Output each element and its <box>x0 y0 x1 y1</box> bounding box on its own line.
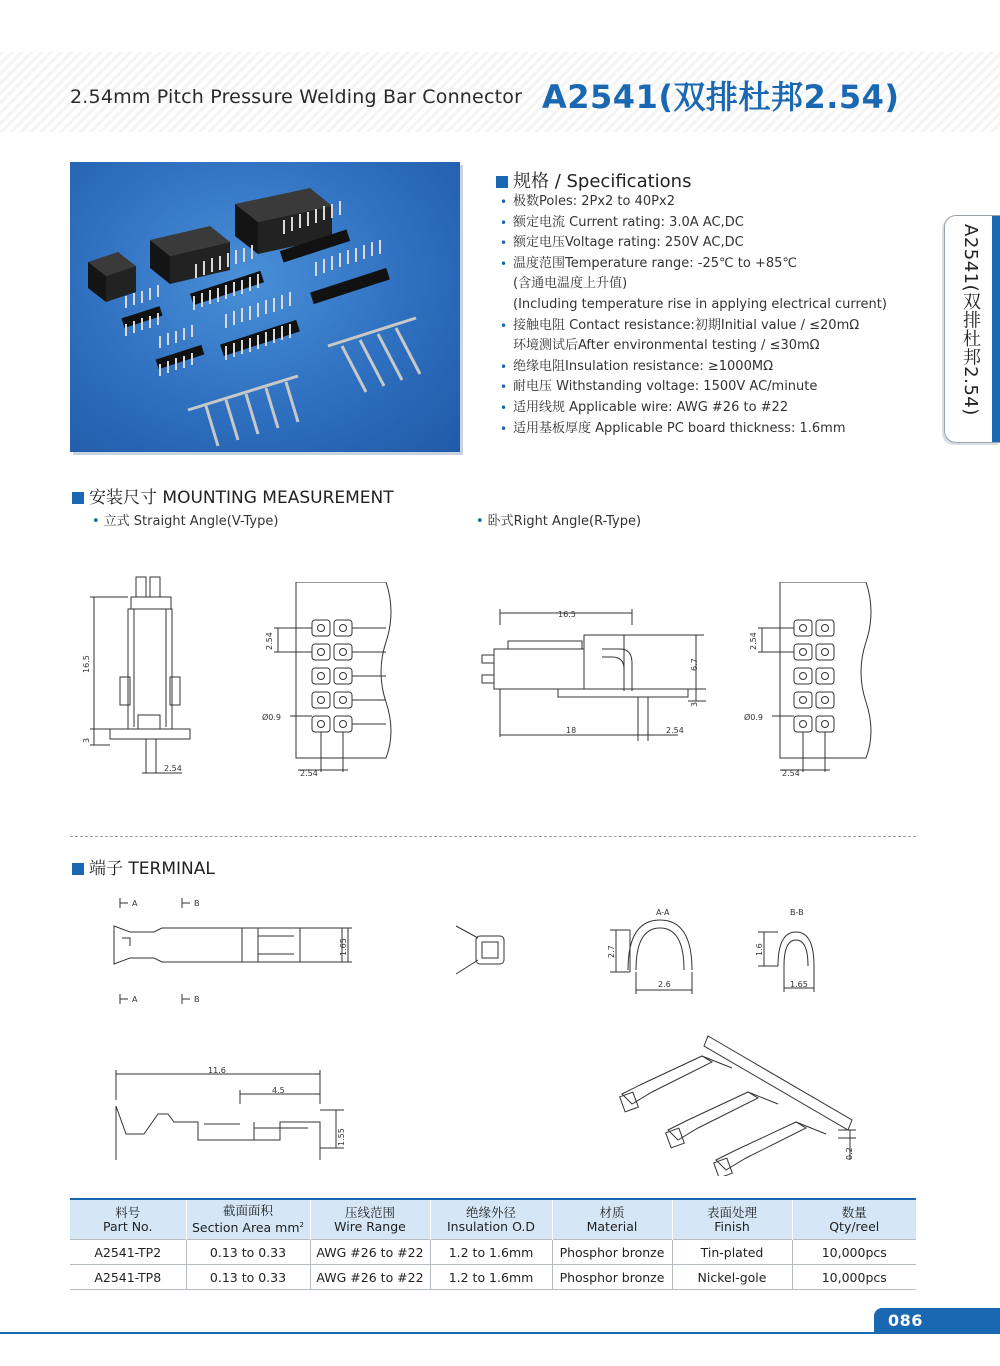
r-type-side-drawing <box>478 605 708 745</box>
dim-pcb-pitch-h: 2.54 <box>782 769 800 778</box>
footer-rule <box>0 1332 1000 1334</box>
parts-table <box>70 1198 916 1290</box>
section-b-top: B <box>194 899 200 908</box>
spec-item: • 极数Poles: 2Px2 to 40Px2 <box>500 192 930 213</box>
dim-pcb-hole: Ø0.9 <box>262 713 282 722</box>
cell-qty: 10,000pcs <box>792 1265 916 1290</box>
cell-part-no: A2541-TP2 <box>70 1240 186 1265</box>
dim-aa-h: 2.7 <box>607 945 616 958</box>
dim-pcb-pitch-v: 2.54 <box>265 632 274 650</box>
section-a-top: A <box>132 899 138 908</box>
page-number: 086 <box>874 1308 1000 1334</box>
table-header-row <box>70 1199 916 1240</box>
cell-material: Phosphor bronze <box>552 1240 672 1265</box>
cell-part-no: A2541-TP8 <box>70 1265 186 1290</box>
housing-small <box>88 252 136 302</box>
page-title: 2.54mm Pitch Pressure Welding Bar Connector <box>70 86 523 108</box>
spec-item: • 适用线规 Applicable wire: AWG #26 to #22 <box>500 398 930 419</box>
dim-pcb-pitch-v: 2.54 <box>749 632 758 650</box>
cell-section-area: 0.13 to 0.33 <box>186 1240 310 1265</box>
dim-pcb-hole: Ø0.9 <box>744 713 764 722</box>
terminal-strip-drawing <box>612 1030 872 1176</box>
dim-len-total: 11.6 <box>208 1066 226 1075</box>
dim-r-pitch: 2.54 <box>666 726 684 735</box>
header-material: 材质 Material <box>552 1199 672 1240</box>
section-bb-label: B-B <box>790 908 804 917</box>
straight-angle-label: • 立式 Straight Angle(V-Type) <box>92 514 279 529</box>
cell-wire-range: AWG #26 to #22 <box>310 1240 430 1265</box>
table-row <box>70 1240 916 1265</box>
header-insulation: 绝缘外径 Insulation O.D <box>430 1199 552 1240</box>
header-finish: 表面处理 Finish <box>672 1199 792 1240</box>
header-part-no: 料号 Part No. <box>70 1199 186 1240</box>
dim-r-len: 16.5 <box>558 610 576 619</box>
dim-v-base: 3 <box>82 737 91 743</box>
terminal-front-view <box>452 922 522 978</box>
dim-bb-w: 1.65 <box>790 980 808 989</box>
spec-item: • 温度范围Temperature range: -25℃ to +85℃ <box>500 254 930 275</box>
section-divider <box>70 836 916 837</box>
cell-wire-range: AWG #26 to #22 <box>310 1265 430 1290</box>
cell-finish: Nickel-gole <box>672 1265 792 1290</box>
cell-finish: Tin-plated <box>672 1240 792 1265</box>
header-wire-range: 压线范围 Wire Range <box>310 1199 430 1240</box>
spec-item: • 额定电压Voltage rating: 250V AC,DC <box>500 233 930 254</box>
square-bullet-icon <box>72 863 84 875</box>
spec-item: • 接触电阻 Contact resistance:初期Initial value / ≤20mΩ <box>500 316 930 337</box>
spec-item: • 耐电压 Withstanding voltage: 1500V AC/minute <box>500 377 930 398</box>
r-type-pcb-drawing <box>742 582 882 782</box>
dim-r-total: 18 <box>566 726 577 735</box>
table-row <box>70 1265 916 1290</box>
terminal-heading: 端子 TERMINAL <box>72 854 215 879</box>
section-bb-drawing <box>748 904 838 996</box>
header-section-area: 截面面积 Section Area $mm^2$ <box>186 1199 310 1240</box>
terminal-strips <box>188 318 420 446</box>
housing-medium <box>150 226 230 284</box>
dim-v-pitch: 2.54 <box>164 764 182 773</box>
section-aa-label: A-A <box>656 908 670 917</box>
model-title: A2541(双排杜邦2.54) <box>542 78 900 116</box>
square-bullet-icon <box>496 176 508 188</box>
cell-material: Phosphor bronze <box>552 1265 672 1290</box>
spec-item: (Including temperature rise in applying electrical current) <box>513 296 887 312</box>
v-type-pcb-drawing <box>258 582 398 782</box>
dim-v-height: 16.5 <box>82 655 91 673</box>
side-tab-label: A2541(双排杜邦2.54) <box>960 224 981 416</box>
v-type-side-drawing <box>76 565 206 785</box>
connectors-illustration <box>70 162 460 452</box>
terminal-top-view <box>104 894 364 1010</box>
cell-section-area: 0.13 to 0.33 <box>186 1265 310 1290</box>
spec-item: • 额定电流 Current rating: 3.0A AC,DC <box>500 213 930 234</box>
cell-insulation: 1.2 to 1.6mm <box>430 1265 552 1290</box>
header-qty: 数量 Qty/reel <box>792 1199 916 1240</box>
square-bullet-icon <box>72 492 84 504</box>
dim-r-base: 3 <box>690 701 699 707</box>
terminal-side-view <box>104 1064 364 1160</box>
spec-item: 环境测试后After environmental testing / ≤30mΩ <box>513 338 820 354</box>
spec-item: • 适用基板厚度 Applicable PC board thickness: 1.6mm <box>500 419 930 440</box>
cell-qty: 10,000pcs <box>792 1240 916 1265</box>
right-angle-label: • 卧式Right Angle(R-Type) <box>476 514 642 529</box>
pcb-hole-grid <box>312 620 352 732</box>
dim-len-part: 4.5 <box>272 1086 285 1095</box>
product-photo <box>70 162 460 452</box>
section-aa-drawing <box>600 904 710 996</box>
dim-pcb-pitch-h: 2.54 <box>300 769 318 778</box>
mounting-heading: 安装尺寸 MOUNTING MEASUREMENT <box>72 483 394 508</box>
dim-strip-t: 0.2 <box>845 1147 854 1160</box>
dim-aa-w: 2.6 <box>658 980 671 989</box>
section-b-bottom: B <box>194 995 200 1004</box>
side-tab <box>944 215 1000 443</box>
cell-insulation: 1.2 to 1.6mm <box>430 1240 552 1265</box>
spec-item: (含通电温度上升值) <box>513 276 628 292</box>
pcb-hole-grid <box>794 620 834 732</box>
spec-item: • 绝缘电阻Insulation resistance: ≥1000MΩ <box>500 357 930 378</box>
side-tab-accent <box>992 216 1000 442</box>
dim-bb-h: 1.6 <box>755 943 764 956</box>
dim-side-h: 1.55 <box>337 1128 346 1146</box>
dim-top-h: 1.65 <box>339 938 348 956</box>
section-a-bottom: A <box>132 995 138 1004</box>
spec-list <box>500 192 930 439</box>
spec-heading: 规格 / Specifications <box>496 167 691 193</box>
dim-r-height: 6.7 <box>690 658 699 671</box>
